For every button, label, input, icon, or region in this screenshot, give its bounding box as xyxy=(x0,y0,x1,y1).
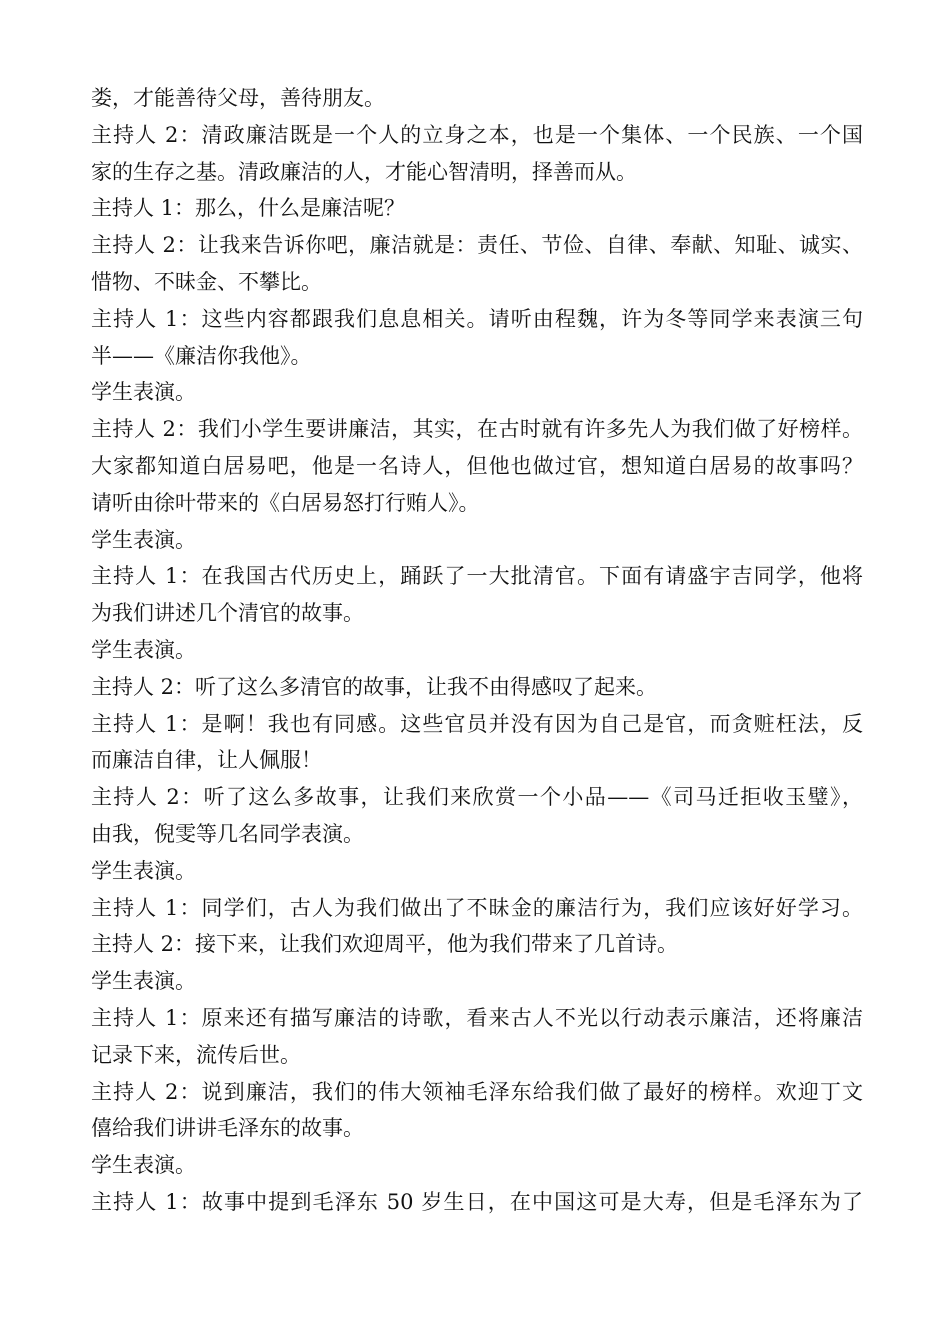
text-line: 学生表演。 xyxy=(91,858,196,883)
text-line: 家的生存之基。清政廉洁的人，才能心智清明，择善而从。 xyxy=(91,159,637,184)
text-line: 主持人 1：是啊！我也有同感。这些官员并没有因为自己是官，而贪赃枉法，反 xyxy=(91,711,863,736)
text-line: 主持人 2：让我来告诉你吧，廉洁就是：责任、节俭、自律、奉献、知耻、诚实、 xyxy=(91,233,863,258)
text-line: 主持人 2：清政廉洁既是一个人的立身之本，也是一个集体、一个民族、一个国 xyxy=(91,122,863,147)
text-line: 主持人 1：这些内容都跟我们息息相关。请听由程魏，许为冬等同学来表演三句 xyxy=(91,306,863,331)
text-line: 主持人 1：同学们，古人为我们做出了不昧金的廉洁行为，我们应该好好学习。 xyxy=(91,895,863,920)
text-line: 请听由徐叶带来的《白居易怒打行贿人》。 xyxy=(91,490,480,515)
text-line: 主持人 1：原来还有描写廉洁的诗歌，看来古人不光以行动表示廉洁，还将廉洁 xyxy=(91,1005,863,1030)
text-line: 学生表演。 xyxy=(91,380,196,405)
text-line: 而廉洁自律，让人佩服！ xyxy=(91,748,322,773)
text-line: 记录下来，流传后世。 xyxy=(91,1042,301,1067)
text-line: 主持人 2：听了这么多故事，让我们来欣赏一个小品——《司马迁拒收玉璧》， xyxy=(91,785,863,810)
text-line: 主持人 2：听了这么多清官的故事，让我不由得感叹了起来。 xyxy=(91,674,658,699)
text-line: 主持人 1：那么，什么是廉洁呢？ xyxy=(91,196,406,221)
text-line: 为我们讲述几个清官的故事。 xyxy=(91,601,364,626)
text-line: 学生表演。 xyxy=(91,637,196,662)
text-line: 惜物、不昧金、不攀比。 xyxy=(91,269,322,294)
text-line: 由我，倪雯等几名同学表演。 xyxy=(91,821,364,846)
text-line: 学生表演。 xyxy=(91,1153,196,1178)
text-line: 大家都知道白居易吧，他是一名诗人，但他也做过官，想知道白居易的故事吗？ xyxy=(91,453,863,478)
text-line: 半——《廉洁你我他》。 xyxy=(91,343,312,368)
text-line: 主持人 1：故事中提到毛泽东 50 岁生日，在中国这可是大寿，但是毛泽东为了 xyxy=(91,1189,863,1214)
text-line: 学生表演。 xyxy=(91,969,196,994)
text-line: 僖给我们讲讲毛泽东的故事。 xyxy=(91,1116,364,1141)
text-line: 主持人 2：说到廉洁，我们的伟大领袖毛泽东给我们做了最好的榜样。欢迎丁文 xyxy=(91,1079,863,1104)
text-line: 主持人 1：在我国古代历史上，踊跃了一大批清官。下面有请盛宇吉同学，他将 xyxy=(91,564,863,589)
text-line: 学生表演。 xyxy=(91,527,196,552)
text-line: 娄，才能善待父母，善待朋友。 xyxy=(91,86,385,110)
document-body xyxy=(91,80,863,1221)
text-line: 主持人 2：接下来，让我们欢迎周平，他为我们带来了几首诗。 xyxy=(91,932,679,957)
text-line: 主持人 2：我们小学生要讲廉洁，其实，在古时就有许多先人为我们做了好榜样。 xyxy=(91,417,863,442)
